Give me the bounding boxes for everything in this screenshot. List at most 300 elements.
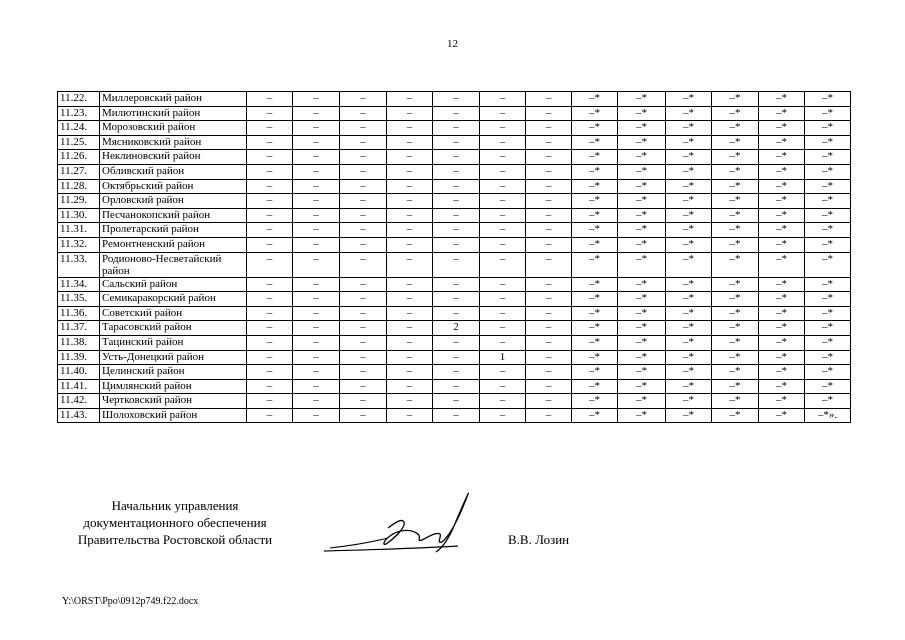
table-row [58,92,851,107]
value-cell: –* [618,321,666,336]
value-cell: – [480,292,526,307]
value-cell: – [340,179,387,194]
value-cell: –* [712,292,759,307]
value-cell: – [293,306,340,321]
value-cell: –* [618,121,666,136]
value-cell: –* [805,252,851,277]
value-cell: – [247,394,293,409]
value-cell: –* [805,194,851,209]
district-name: Ремонтненский район [100,237,247,252]
value-cell: –* [759,335,805,350]
value-cell: – [293,164,340,179]
value-cell: –* [666,277,712,292]
value-cell: – [526,408,572,423]
value-cell: – [293,292,340,307]
value-cell: – [480,321,526,336]
value-cell: – [340,379,387,394]
value-cell: – [526,106,572,121]
value-cell: – [340,408,387,423]
value-cell: –* [759,306,805,321]
value-cell: –* [759,92,805,107]
row-number: 11.38. [58,335,100,350]
value-cell: – [293,379,340,394]
value-cell: – [387,164,433,179]
value-cell: –* [712,306,759,321]
value-cell: – [480,121,526,136]
row-number: 11.23. [58,106,100,121]
value-cell: –* [572,252,618,277]
table-row [58,223,851,238]
value-cell: – [387,365,433,380]
district-name: Целинский район [100,365,247,380]
value-cell: –* [666,194,712,209]
value-cell: –*». [805,408,851,423]
value-cell: – [340,150,387,165]
value-cell: –* [572,208,618,223]
table-row [58,121,851,136]
table-row [58,237,851,252]
value-cell: 2 [433,321,480,336]
value-cell: – [526,252,572,277]
value-cell: –* [712,321,759,336]
value-cell: –* [712,394,759,409]
table-row [58,252,851,277]
value-cell: – [247,365,293,380]
value-cell: – [247,223,293,238]
value-cell: –* [712,194,759,209]
value-cell: –* [618,92,666,107]
value-cell: – [387,350,433,365]
row-number: 11.39. [58,350,100,365]
value-cell: –* [805,306,851,321]
value-cell: – [247,150,293,165]
value-cell: –* [712,92,759,107]
value-cell: – [247,306,293,321]
value-cell: – [293,135,340,150]
value-cell: –* [618,194,666,209]
value-cell: – [480,394,526,409]
value-cell: – [526,92,572,107]
value-cell: –* [759,164,805,179]
value-cell: – [293,350,340,365]
district-name: Цимлянский район [100,379,247,394]
district-name: Миллеровский район [100,92,247,107]
value-cell: – [387,106,433,121]
value-cell: – [247,408,293,423]
value-cell: –* [618,365,666,380]
row-number: 11.32. [58,237,100,252]
value-cell: – [340,292,387,307]
value-cell: –* [805,223,851,238]
row-number: 11.27. [58,164,100,179]
value-cell: – [247,194,293,209]
value-cell: –* [572,321,618,336]
value-cell: –* [759,394,805,409]
value-cell: – [480,150,526,165]
handwritten-signature [318,488,478,563]
value-cell: – [293,179,340,194]
value-cell: –* [759,106,805,121]
value-cell: –* [618,350,666,365]
value-cell: – [247,135,293,150]
value-cell: –* [666,164,712,179]
value-cell: – [340,92,387,107]
file-path: Y:\ORST\Ppo\0912p749.f22.docx [62,596,199,607]
value-cell: – [247,292,293,307]
value-cell: – [387,321,433,336]
value-cell: –* [712,179,759,194]
value-cell: –* [572,237,618,252]
value-cell: – [480,106,526,121]
value-cell: – [480,92,526,107]
value-cell: –* [572,164,618,179]
district-name: Сальский район [100,277,247,292]
value-cell: –* [759,292,805,307]
table-row [58,208,851,223]
district-name: Чертковский район [100,394,247,409]
value-cell: – [480,379,526,394]
value-cell: – [293,194,340,209]
value-cell: –* [666,208,712,223]
value-cell: –* [712,150,759,165]
value-cell: –* [666,306,712,321]
value-cell: – [433,277,480,292]
value-cell: –* [712,335,759,350]
value-cell: – [526,394,572,409]
table-row [58,306,851,321]
row-number: 11.43. [58,408,100,423]
value-cell: –* [618,306,666,321]
value-cell: –* [712,121,759,136]
value-cell: – [433,179,480,194]
value-cell: –* [759,208,805,223]
value-cell: –* [712,365,759,380]
value-cell: – [480,365,526,380]
district-name: Пролетарский район [100,223,247,238]
value-cell: – [526,292,572,307]
value-cell: –* [712,277,759,292]
value-cell: –* [666,179,712,194]
value-cell: – [387,194,433,209]
value-cell: – [387,92,433,107]
district-name: Шолоховский район [100,408,247,423]
table-row [58,164,851,179]
value-cell: – [387,237,433,252]
value-cell: –* [759,237,805,252]
row-number: 11.24. [58,121,100,136]
district-name: Морозовский район [100,121,247,136]
value-cell: – [340,350,387,365]
value-cell: –* [805,150,851,165]
district-name: Октябрьский район [100,179,247,194]
value-cell: – [340,306,387,321]
value-cell: –* [759,408,805,423]
value-cell: –* [572,121,618,136]
row-number: 11.34. [58,277,100,292]
value-cell: –* [805,106,851,121]
value-cell: – [433,306,480,321]
value-cell: – [293,408,340,423]
value-cell: – [340,237,387,252]
value-cell: – [480,335,526,350]
value-cell: – [340,106,387,121]
value-cell: – [526,121,572,136]
value-cell: – [387,292,433,307]
value-cell: – [247,350,293,365]
value-cell: –* [805,277,851,292]
value-cell: –* [666,223,712,238]
district-name: Усть-Донецкий район [100,350,247,365]
value-cell: –* [712,237,759,252]
value-cell: –* [712,106,759,121]
value-cell: – [526,237,572,252]
value-cell: –* [618,150,666,165]
row-number: 11.41. [58,379,100,394]
value-cell: –* [759,223,805,238]
value-cell: –* [618,135,666,150]
value-cell: –* [572,292,618,307]
value-cell: –* [572,408,618,423]
value-cell: –* [618,277,666,292]
value-cell: –* [572,306,618,321]
value-cell: – [526,223,572,238]
value-cell: –* [618,164,666,179]
value-cell: – [480,277,526,292]
value-cell: –* [759,365,805,380]
value-cell: –* [666,394,712,409]
value-cell: – [526,321,572,336]
value-cell: – [526,194,572,209]
value-cell: – [293,150,340,165]
value-cell: – [293,321,340,336]
value-cell: – [433,408,480,423]
value-cell: – [526,135,572,150]
value-cell: –* [618,223,666,238]
value-cell: –* [572,179,618,194]
value-cell: – [387,121,433,136]
district-name: Семикаракорский район [100,292,247,307]
value-cell: –* [712,135,759,150]
value-cell: – [480,237,526,252]
value-cell: –* [805,335,851,350]
value-cell: –* [759,194,805,209]
value-cell: – [387,408,433,423]
value-cell: – [480,408,526,423]
value-cell: –* [572,379,618,394]
page-number: 12 [447,38,458,50]
value-cell: – [387,150,433,165]
district-name: Милютинский район [100,106,247,121]
row-number: 11.36. [58,306,100,321]
value-cell: – [340,394,387,409]
value-cell: – [433,194,480,209]
value-cell: –* [805,208,851,223]
value-cell: – [340,321,387,336]
value-cell: – [247,121,293,136]
value-cell: – [433,379,480,394]
value-cell: –* [666,106,712,121]
value-cell: –* [618,408,666,423]
value-cell: –* [759,121,805,136]
value-cell: –* [572,150,618,165]
value-cell: –* [666,92,712,107]
value-cell: – [433,335,480,350]
signature-position [62,497,288,548]
value-cell: – [387,252,433,277]
value-cell: – [480,194,526,209]
value-cell: – [480,223,526,238]
value-cell: – [480,135,526,150]
value-cell: – [387,208,433,223]
value-cell: – [526,379,572,394]
value-cell: – [387,394,433,409]
value-cell: –* [618,379,666,394]
value-cell: – [433,223,480,238]
table-row [58,335,851,350]
value-cell: –* [759,277,805,292]
value-cell: – [433,164,480,179]
district-name: Обливский район [100,164,247,179]
value-cell: –* [805,164,851,179]
value-cell: – [293,208,340,223]
value-cell: –* [759,252,805,277]
value-cell: – [340,208,387,223]
value-cell: –* [572,394,618,409]
value-cell: –* [618,106,666,121]
value-cell: – [433,150,480,165]
value-cell: – [526,208,572,223]
districts-table [57,91,851,423]
value-cell: –* [618,179,666,194]
value-cell: –* [666,365,712,380]
table-row [58,365,851,380]
value-cell: – [247,106,293,121]
value-cell: –* [666,292,712,307]
row-number: 11.42. [58,394,100,409]
value-cell: – [293,106,340,121]
value-cell: –* [759,379,805,394]
value-cell: –* [572,92,618,107]
value-cell: –* [759,135,805,150]
value-cell: – [293,121,340,136]
value-cell: – [293,252,340,277]
value-cell: – [387,306,433,321]
table-row [58,106,851,121]
table-row [58,135,851,150]
value-cell: –* [805,394,851,409]
table-row [58,150,851,165]
value-cell: – [247,208,293,223]
table-row [58,292,851,307]
value-cell: –* [618,292,666,307]
value-cell: – [293,237,340,252]
value-cell: –* [618,394,666,409]
row-number: 11.33. [58,252,100,277]
value-cell: –* [666,321,712,336]
district-name: Орловский район [100,194,247,209]
value-cell: –* [805,321,851,336]
position-line: документационного обеспечения [83,515,267,530]
row-number: 11.40. [58,365,100,380]
value-cell: – [433,208,480,223]
value-cell: – [433,292,480,307]
value-cell: –* [759,321,805,336]
value-cell: 1 [480,350,526,365]
row-number: 11.30. [58,208,100,223]
table-row [58,394,851,409]
value-cell: – [340,277,387,292]
table-row [58,194,851,209]
value-cell: – [293,394,340,409]
value-cell: –* [759,350,805,365]
value-cell: –* [759,179,805,194]
value-cell: – [340,223,387,238]
value-cell: – [387,223,433,238]
value-cell: –* [805,135,851,150]
value-cell: –* [618,208,666,223]
value-cell: – [247,252,293,277]
value-cell: – [526,277,572,292]
signer-name: В.В. Лозин [508,532,570,547]
value-cell: – [526,335,572,350]
row-number: 11.26. [58,150,100,165]
value-cell: –* [805,365,851,380]
value-cell: –* [805,350,851,365]
district-name: Родионово-Несветайский район [100,252,247,277]
value-cell: –* [618,252,666,277]
value-cell: – [340,335,387,350]
table-row [58,350,851,365]
value-cell: – [526,164,572,179]
value-cell: –* [666,135,712,150]
district-name: Неклиновский район [100,150,247,165]
row-number: 11.22. [58,92,100,107]
value-cell: – [433,237,480,252]
value-cell: – [387,179,433,194]
table-row [58,277,851,292]
value-cell: –* [805,237,851,252]
value-cell: – [293,365,340,380]
value-cell: – [387,277,433,292]
value-cell: – [247,237,293,252]
value-cell: – [433,252,480,277]
value-cell: – [433,394,480,409]
value-cell: –* [618,237,666,252]
value-cell: –* [666,252,712,277]
value-cell: – [340,252,387,277]
value-cell: – [433,121,480,136]
value-cell: – [247,335,293,350]
value-cell: – [247,321,293,336]
value-cell: – [480,179,526,194]
value-cell: – [340,194,387,209]
value-cell: – [293,92,340,107]
row-number: 11.35. [58,292,100,307]
value-cell: –* [805,121,851,136]
value-cell: –* [572,223,618,238]
value-cell: – [247,179,293,194]
row-number: 11.37. [58,321,100,336]
value-cell: –* [712,252,759,277]
value-cell: – [340,135,387,150]
value-cell: – [480,306,526,321]
value-cell: – [526,350,572,365]
value-cell: –* [805,292,851,307]
value-cell: –* [712,223,759,238]
value-cell: –* [572,106,618,121]
value-cell: – [340,164,387,179]
row-number: 11.25. [58,135,100,150]
